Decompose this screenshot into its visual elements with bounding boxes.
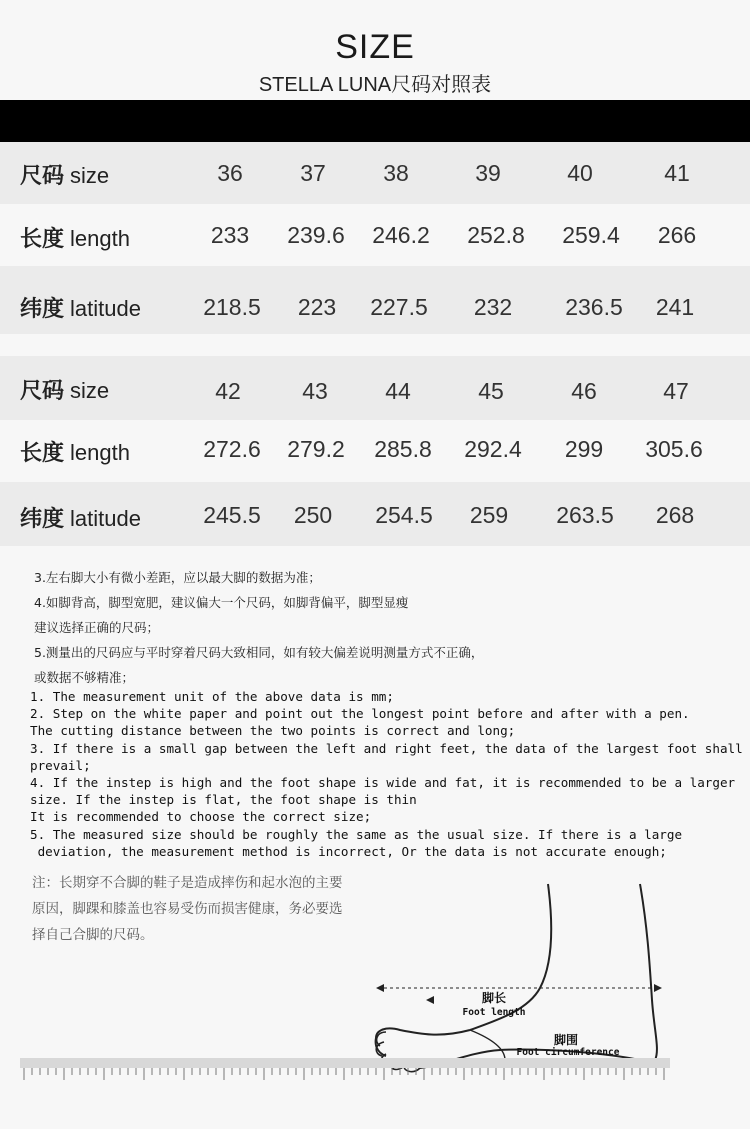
note-line: 3. If there is a small gap between the left and right feet, the data of the largest foot shall: [30, 740, 743, 756]
note-line: 3.左右脚大小有微小差距，应以最大脚的数据为准；: [34, 570, 321, 585]
latitude-cell: 250: [293, 502, 333, 528]
foot-length-en: Foot length: [462, 1007, 526, 1018]
size-cell: 41: [664, 160, 690, 186]
page-title: SIZE: [335, 28, 415, 66]
length-cell: 292.4: [464, 436, 522, 462]
size-cell: 39: [475, 160, 501, 186]
warning-line: 择自己合脚的尺码。: [32, 927, 154, 943]
size-row-1: [0, 142, 750, 204]
note-line: 或数据不够精准；: [34, 670, 135, 685]
size-cell: 46: [571, 378, 597, 404]
length-row-2: [0, 420, 750, 482]
note-line: The cutting distance between the two points is correct and long;: [30, 723, 516, 739]
arrow-inner-icon: [426, 996, 434, 1004]
size-cell: 40: [567, 160, 593, 186]
length-row-1: [0, 204, 750, 266]
note-line: 2. Step on the white paper and point out the longest point before and after with a pen.: [30, 706, 690, 722]
size-cell: 42: [215, 378, 241, 404]
length-cell: 252.8: [467, 222, 525, 248]
length-cell: 246.2: [372, 222, 430, 248]
note-line: 4. If the instep is high and the foot shape is wide and fat, it is recommended to be a larger: [30, 775, 736, 791]
arrow-left-icon: [376, 984, 384, 992]
size-cell: 44: [385, 378, 411, 404]
row-label: 长度 length: [20, 440, 130, 466]
row-label: 纬度 latitude: [20, 506, 141, 532]
latitude-cell: 218.5: [203, 294, 261, 320]
length-cell: 239.6: [287, 222, 345, 248]
latitude-cell: 259: [469, 502, 509, 528]
size-cell: 43: [302, 378, 328, 404]
warning-line: 原因，脚踝和膝盖也容易受伤而损害健康，务必要选: [32, 901, 343, 917]
latitude-cell: 254.5: [375, 502, 433, 528]
warning-line: 注：长期穿不合脚的鞋子是造成摔伤和起水泡的主要: [32, 875, 343, 891]
latitude-row-1: [0, 266, 750, 334]
note-line: 5. The measured size should be roughly the same as the usual size. If there is a large: [30, 826, 683, 842]
arrow-right-icon: [654, 984, 662, 992]
row-label: 长度 length: [20, 226, 130, 252]
ruler: [20, 1058, 670, 1068]
latitude-cell: 232: [473, 294, 513, 320]
notes-chinese: [34, 565, 483, 690]
note-line: 建议选择正确的尺码；: [34, 620, 160, 635]
row-label: 尺码 size: [20, 163, 110, 189]
length-cell: 299: [564, 436, 604, 462]
foot-circumference-cn: 脚围: [553, 1033, 579, 1047]
leg-outline-back: [640, 884, 657, 1060]
row-label: 纬度 latitude: [20, 296, 141, 322]
latitude-cell: 241: [655, 294, 695, 320]
note-line: 1. The measurement unit of the above data is mm;: [30, 689, 394, 704]
ruler-ticks: [24, 1068, 664, 1080]
length-cell: 266: [657, 222, 697, 248]
size-cell: 36: [217, 160, 243, 186]
size-cell: 47: [663, 378, 689, 404]
latitude-cell: 223: [297, 294, 337, 320]
circumference-curve: [470, 1030, 505, 1060]
latitude-cell: 263.5: [556, 502, 614, 528]
length-cell: 259.4: [562, 222, 620, 248]
header-band: [0, 100, 750, 142]
size-cell: 45: [478, 378, 504, 404]
latitude-cell: 227.5: [370, 294, 428, 320]
notes-english: [30, 688, 743, 860]
size-cell: 38: [383, 160, 409, 186]
foot-measurement-illustration: [0, 870, 750, 1129]
length-cell: 285.8: [374, 436, 432, 462]
foot-circumference-en: Foot circumference: [516, 1047, 620, 1058]
note-line: prevail;: [30, 757, 91, 773]
foot-length-cn: 脚长: [481, 991, 507, 1005]
latitude-row-2: [0, 482, 750, 546]
note-line: 5.测量出的尺码应与平时穿着尺码大致相同，如有较大偏差说明测量方式不正确，: [34, 645, 484, 660]
length-cell: 279.2: [287, 436, 345, 462]
latitude-cell: 268: [655, 502, 695, 528]
foot-top-outline: [376, 1028, 470, 1056]
page-subtitle: STELLA LUNA尺码对照表: [258, 74, 492, 96]
size-cell: 37: [300, 160, 326, 186]
latitude-cell: 245.5: [203, 502, 261, 528]
size-row-2: [0, 356, 750, 420]
note-line: 4.如脚背高，脚型宽肥，建议偏大一个尺码，如脚背偏平，脚型显瘦: [34, 595, 409, 610]
latitude-cell: 236.5: [565, 294, 623, 320]
length-cell: 272.6: [203, 436, 261, 462]
length-cell: 305.6: [645, 436, 703, 462]
length-cell: 233: [210, 222, 250, 248]
row-label: 尺码 size: [20, 378, 110, 404]
note-line: It is recommended to choose the correct size;: [30, 809, 372, 825]
note-line: size. If the instep is flat, the foot shape is thin: [30, 792, 417, 808]
note-line: deviation, the measurement method is incorrect, Or the data is not accurate enough;: [30, 843, 667, 859]
